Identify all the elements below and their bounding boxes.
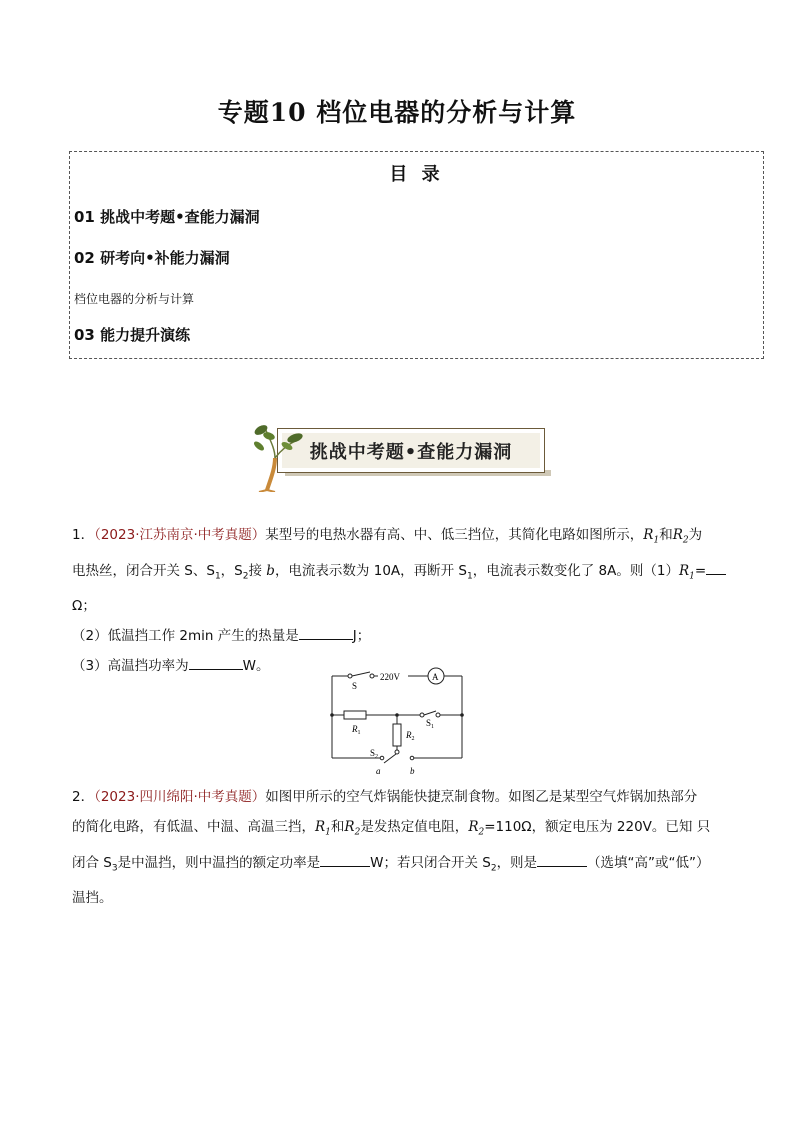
q2-line2b: 是发热定值电阻， [360,819,469,835]
s2-label: S [370,748,376,758]
q1-blank-2[interactable] [299,625,353,640]
q1-line1: 某型号的电热水器有高、中、低三挡位，其简化电路如图所示， [265,527,644,543]
resistor-r2-icon [393,724,401,746]
q2-line3e: （选填“高”或“低”） [587,854,710,871]
toc-item-2[interactable]: 02 研考向•补能力漏洞 [74,249,230,267]
toc-item-1[interactable]: 01 挑战中考题•查能力漏洞 [74,208,260,226]
q1-part3a: （3）高温挡功率为 [72,658,189,675]
q1-line2b: ，S [220,562,243,579]
q1-r1-sub: 1 [653,535,660,546]
q2-line3c: W；若只闭合开关 S [370,854,491,871]
circuit-diagram [320,662,470,780]
q1-line3: Ω； [72,598,96,615]
q1-source: （2023·江苏南京·中考真题） [94,527,266,543]
r1-sub: 1 [357,730,361,736]
q2-line3a: 闭合 S [72,854,112,871]
q1-line2d: ，电流表示数为 10A，再断开 S [274,562,468,579]
q1-r1-symbol: R [643,527,654,543]
r2-label: R [406,730,412,740]
q1-line2e: ，电流表示数变化了 8A。则（1） [472,562,679,579]
q2-blank-1[interactable] [320,852,370,867]
switch-s-contact-icon [348,674,352,678]
q1-r2-symbol: R [672,527,683,543]
question-1: 1．（2023·江苏南京·中考真题）某型号的电热水器有高、中、低三挡位，其简化电路如图所示，$R_1$和$R_2$为 电热丝，闭合开关 S、$S_1$，$S_2$接 b，电流表示数为 10A，再断开 $S_1$，电流表示数变化了 8A。则$(1)R_1=$ Ω； （2）低温挡工作 2min 产生的热量是 J； （3）高温挡功率为 W。 [72,520,727,681]
page-title: 专题10 档位电器的分析与计算 [217,98,577,127]
s1-sub: 1 [431,724,435,730]
q2-r2-symbol: R [344,819,355,835]
question-2 [72,782,727,913]
ginseng-plant-icon [245,420,315,492]
r2-sub: 2 [411,736,415,742]
toc-item-3[interactable]: 03 能力提升演练 [74,326,191,344]
q2-r2b-symbol: R [468,819,479,835]
q1-eq: = [694,562,707,579]
q1-r2-sub: 2 [682,535,689,546]
switch-s2-pivot-icon [395,750,399,754]
svg-text:R2 [405,730,415,742]
toc-subitem-2[interactable]: 档位电器的分析与计算 [74,292,195,306]
q1-blank-3[interactable] [189,655,243,670]
q2-s2-sub: 2 [490,863,497,874]
voltage-label: 220V [380,672,400,682]
q1-number: 1． [72,527,95,543]
resistor-r1-icon [344,711,366,719]
banner-label: 挑战中考题•查能力漏洞 [282,433,540,468]
q2-line3b: 是中温挡，则中温挡的额定功率是 [117,854,321,871]
section-banner [245,420,550,492]
q1-line2c: 接 [248,562,267,579]
terminal-b-label: b [410,766,415,776]
q2-line4: 温挡。 [72,890,113,907]
q2-line2c: =110Ω，额定电压为 220V。已知 只 [484,819,711,835]
q1-blank-1[interactable] [706,560,726,575]
q2-blank-2[interactable] [537,852,587,867]
s1-label: S [426,718,432,728]
banner-box [277,428,545,473]
q1-part2b: J； [352,628,371,645]
q2-line3d: ，则是 [496,854,538,871]
ammeter-label: A [432,672,439,682]
q1-b: b [266,562,275,579]
q1-line2a: 电热丝，闭合开关 S、S [72,562,215,579]
terminal-a-label: a [376,766,381,776]
q2-line2a: 的简化电路，有低温、中温、高温三挡， [72,819,315,835]
q2-source: （2023·四川绵阳·中考真题） [94,789,266,805]
svg-text:R1 [351,724,361,736]
q2-line1: 如图甲所示的空气炸锅能快捷烹制食物。如图乙是某型空气炸锅加热部分 [265,789,698,805]
q1-r1b-sub: 1 [689,571,695,582]
r1-label: R [352,724,358,734]
q2-r1-sub: 1 [325,827,331,838]
q2-s3-sub: 3 [111,863,118,874]
toc-heading: 目 录 [389,164,444,185]
svg-text:S1 [426,718,434,730]
q2-number: 2． [72,789,95,805]
q2-and: 和 [330,819,345,835]
switch-s1-contact-icon [420,713,424,717]
switch-s-label: S [352,681,358,691]
q1-wei: 为 [688,527,703,543]
q1-part2a: （2）低温挡工作 2min 产生的热量是 [72,628,299,645]
table-of-contents [69,151,764,359]
q2-r1-symbol: R [315,819,326,835]
s2-sub: 2 [375,754,379,760]
q2-r2-sub: 2 [354,827,361,838]
q1-and: 和 [659,527,673,543]
q1-r1b: R [678,562,690,579]
q1-part3b: W。 [242,658,270,675]
q2-r2b-sub: 2 [478,827,485,838]
